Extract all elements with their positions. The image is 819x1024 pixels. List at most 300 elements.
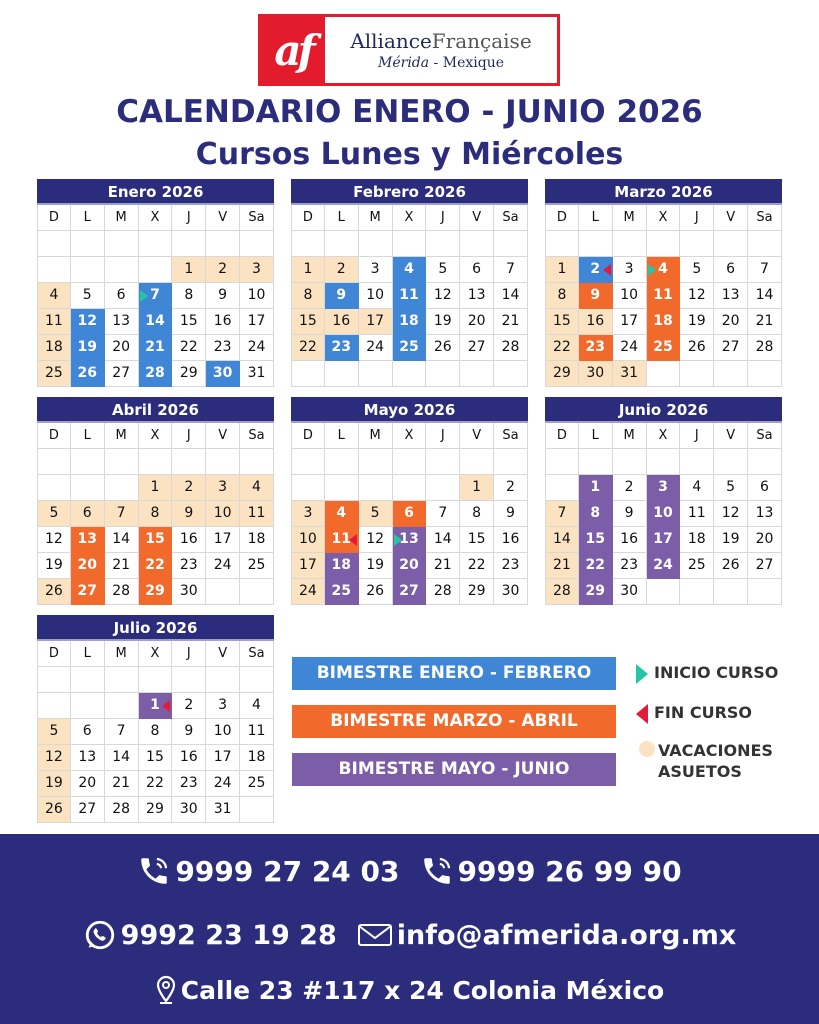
day-cell: 10 bbox=[647, 501, 681, 527]
day-cell: 14 bbox=[426, 527, 460, 553]
day-cell: 3 bbox=[359, 257, 393, 283]
empty-cell bbox=[71, 667, 105, 693]
calendar-month bbox=[291, 397, 528, 605]
address-row bbox=[0, 975, 819, 1005]
day-cell: 19 bbox=[71, 335, 105, 361]
legend-bimestre-mayo-junio: BIMESTRE MAYO - JUNIO bbox=[292, 753, 616, 786]
day-cell: 1 bbox=[139, 693, 173, 719]
day-cell: 4 bbox=[393, 257, 427, 283]
day-cell: 12 bbox=[680, 283, 714, 309]
day-cell: 24 bbox=[291, 579, 325, 605]
day-cell: 20 bbox=[393, 553, 427, 579]
logo-city-name: Mérida bbox=[378, 55, 430, 71]
weekday-header: J bbox=[680, 205, 714, 231]
month-title: Enero 2026 bbox=[37, 179, 274, 205]
empty-cell bbox=[426, 231, 460, 257]
day-cell: 15 bbox=[460, 527, 494, 553]
empty-cell bbox=[393, 475, 427, 501]
day-cell: 25 bbox=[37, 361, 71, 387]
empty-cell bbox=[613, 231, 647, 257]
legend-fin-curso bbox=[636, 703, 752, 722]
day-cell: 9 bbox=[613, 501, 647, 527]
day-cell: 9 bbox=[172, 719, 206, 745]
day-cell: 5 bbox=[359, 501, 393, 527]
day-cell: 4 bbox=[240, 693, 274, 719]
calendar-month bbox=[545, 397, 782, 605]
empty-cell bbox=[460, 231, 494, 257]
address[interactable] bbox=[155, 975, 664, 1005]
day-cell: 17 bbox=[359, 309, 393, 335]
day-cell: 27 bbox=[71, 579, 105, 605]
day-cell: 17 bbox=[240, 309, 274, 335]
day-cell: 23 bbox=[613, 553, 647, 579]
legend-fin-label: FIN CURSO bbox=[654, 703, 753, 722]
empty-cell bbox=[105, 693, 139, 719]
day-cell: 23 bbox=[494, 553, 528, 579]
day-cell: 28 bbox=[426, 579, 460, 605]
day-cell: 8 bbox=[139, 501, 173, 527]
day-cell: 21 bbox=[139, 335, 173, 361]
weekday-header: Sa bbox=[240, 423, 274, 449]
day-cell: 17 bbox=[613, 309, 647, 335]
day-cell: 3 bbox=[206, 693, 240, 719]
day-cell: 19 bbox=[359, 553, 393, 579]
logo-name bbox=[350, 29, 531, 53]
empty-cell bbox=[37, 257, 71, 283]
day-cell: 26 bbox=[714, 553, 748, 579]
empty-cell bbox=[494, 449, 528, 475]
day-cell: 14 bbox=[139, 309, 173, 335]
empty-cell bbox=[714, 231, 748, 257]
empty-cell bbox=[748, 579, 782, 605]
day-cell: 11 bbox=[680, 501, 714, 527]
start-triangle-icon bbox=[636, 664, 648, 684]
day-cell: 16 bbox=[172, 527, 206, 553]
day-cell: 6 bbox=[393, 501, 427, 527]
weekday-header: Sa bbox=[494, 205, 528, 231]
empty-cell bbox=[545, 449, 579, 475]
weekday-header: X bbox=[139, 641, 173, 667]
day-cell: 20 bbox=[714, 309, 748, 335]
day-cell: 11 bbox=[393, 283, 427, 309]
day-cell: 12 bbox=[71, 309, 105, 335]
day-cell: 5 bbox=[37, 501, 71, 527]
day-cell: 9 bbox=[325, 283, 359, 309]
day-cell: 24 bbox=[240, 335, 274, 361]
weekday-header: L bbox=[579, 205, 613, 231]
weekday-header: L bbox=[71, 205, 105, 231]
month-title: Julio 2026 bbox=[37, 615, 274, 641]
day-cell: 11 bbox=[240, 501, 274, 527]
empty-cell bbox=[105, 257, 139, 283]
weekday-header: Sa bbox=[240, 205, 274, 231]
day-cell: 24 bbox=[613, 335, 647, 361]
empty-cell bbox=[206, 231, 240, 257]
logo-country: - Mexique bbox=[429, 55, 504, 71]
day-cell: 26 bbox=[37, 797, 71, 823]
day-cell: 5 bbox=[714, 475, 748, 501]
day-cell: 21 bbox=[105, 553, 139, 579]
empty-cell bbox=[359, 475, 393, 501]
day-cell: 3 bbox=[647, 475, 681, 501]
day-cell: 4 bbox=[647, 257, 681, 283]
page-title: CALENDARIO ENERO - JUNIO 2026 bbox=[116, 94, 703, 130]
day-cell: 25 bbox=[680, 553, 714, 579]
day-cell: 30 bbox=[613, 579, 647, 605]
empty-cell bbox=[240, 231, 274, 257]
day-cell: 22 bbox=[172, 335, 206, 361]
address-text: Calle 23 #117 x 24 Colonia México bbox=[180, 975, 665, 1005]
day-cell: 28 bbox=[139, 361, 173, 387]
whatsapp-icon bbox=[83, 918, 117, 952]
month-title: Marzo 2026 bbox=[545, 179, 782, 205]
legend-inicio-label: INICIO CURSO bbox=[654, 663, 779, 682]
day-cell: 16 bbox=[325, 309, 359, 335]
day-cell: 10 bbox=[291, 527, 325, 553]
weekday-header: L bbox=[71, 423, 105, 449]
empty-cell bbox=[460, 361, 494, 387]
day-cell: 9 bbox=[206, 283, 240, 309]
day-cell: 26 bbox=[680, 335, 714, 361]
day-cell: 14 bbox=[105, 527, 139, 553]
day-cell: 9 bbox=[172, 501, 206, 527]
day-cell: 6 bbox=[714, 257, 748, 283]
legend-bimestre-enero-febrero: BIMESTRE ENERO - FEBRERO bbox=[292, 657, 616, 690]
location-pin-icon bbox=[155, 975, 177, 1005]
empty-cell bbox=[105, 475, 139, 501]
day-cell: 7 bbox=[105, 719, 139, 745]
day-cell: 16 bbox=[613, 527, 647, 553]
day-cell: 15 bbox=[545, 309, 579, 335]
logo-name-part1: Alliance bbox=[350, 29, 432, 53]
empty-cell bbox=[291, 449, 325, 475]
calendar-month bbox=[37, 615, 274, 823]
day-cell: 1 bbox=[139, 475, 173, 501]
weekday-header: Sa bbox=[748, 205, 782, 231]
day-cell: 1 bbox=[579, 475, 613, 501]
day-cell: 29 bbox=[139, 579, 173, 605]
day-cell: 7 bbox=[545, 501, 579, 527]
day-cell: 19 bbox=[680, 309, 714, 335]
day-cell: 31 bbox=[206, 797, 240, 823]
day-cell: 22 bbox=[545, 335, 579, 361]
day-cell: 25 bbox=[325, 579, 359, 605]
day-cell: 15 bbox=[579, 527, 613, 553]
day-cell: 22 bbox=[139, 553, 173, 579]
day-cell: 29 bbox=[460, 579, 494, 605]
day-cell: 24 bbox=[206, 771, 240, 797]
day-cell: 29 bbox=[172, 361, 206, 387]
weekday-header: X bbox=[139, 423, 173, 449]
day-cell: 18 bbox=[325, 553, 359, 579]
empty-cell bbox=[494, 361, 528, 387]
day-cell: 8 bbox=[545, 283, 579, 309]
day-cell: 15 bbox=[139, 745, 173, 771]
day-cell: 2 bbox=[494, 475, 528, 501]
day-cell: 30 bbox=[206, 361, 240, 387]
weekday-header: M bbox=[105, 423, 139, 449]
empty-cell bbox=[647, 449, 681, 475]
empty-cell bbox=[545, 475, 579, 501]
day-cell: 12 bbox=[359, 527, 393, 553]
weekday-header: X bbox=[647, 423, 681, 449]
empty-cell bbox=[647, 361, 681, 387]
empty-cell bbox=[37, 693, 71, 719]
end-triangle-icon bbox=[636, 704, 648, 724]
weekday-header: X bbox=[647, 205, 681, 231]
day-cell: 7 bbox=[426, 501, 460, 527]
day-cell: 12 bbox=[714, 501, 748, 527]
day-cell: 10 bbox=[613, 283, 647, 309]
empty-cell bbox=[291, 361, 325, 387]
day-cell: 30 bbox=[579, 361, 613, 387]
day-cell: 25 bbox=[240, 553, 274, 579]
day-cell: 4 bbox=[37, 283, 71, 309]
day-cell: 13 bbox=[393, 527, 427, 553]
empty-cell bbox=[579, 231, 613, 257]
month-title: Febrero 2026 bbox=[291, 179, 528, 205]
day-cell: 22 bbox=[579, 553, 613, 579]
weekday-header: J bbox=[426, 423, 460, 449]
month-grid bbox=[545, 205, 782, 387]
day-cell: 12 bbox=[37, 527, 71, 553]
weekday-header: M bbox=[613, 205, 647, 231]
weekday-header: M bbox=[105, 205, 139, 231]
day-cell: 4 bbox=[240, 475, 274, 501]
day-cell: 27 bbox=[714, 335, 748, 361]
weekday-header: M bbox=[105, 641, 139, 667]
day-cell: 13 bbox=[71, 527, 105, 553]
email[interactable] bbox=[357, 920, 737, 951]
day-cell: 11 bbox=[240, 719, 274, 745]
day-cell: 16 bbox=[494, 527, 528, 553]
empty-cell bbox=[240, 797, 274, 823]
empty-cell bbox=[748, 361, 782, 387]
empty-cell bbox=[172, 231, 206, 257]
phone-2-number: 9999 26 99 90 bbox=[457, 854, 682, 888]
day-cell: 21 bbox=[105, 771, 139, 797]
day-cell: 18 bbox=[240, 745, 274, 771]
day-cell: 11 bbox=[37, 309, 71, 335]
weekday-header: L bbox=[579, 423, 613, 449]
empty-cell bbox=[291, 475, 325, 501]
legend-bimestre-marzo-abril: BIMESTRE MARZO - ABRIL bbox=[292, 705, 616, 738]
empty-cell bbox=[325, 475, 359, 501]
empty-cell bbox=[71, 475, 105, 501]
phone-row bbox=[0, 854, 819, 888]
empty-cell bbox=[714, 449, 748, 475]
day-cell: 6 bbox=[71, 501, 105, 527]
calendar-month bbox=[545, 179, 782, 387]
legend-vacaciones bbox=[636, 740, 773, 782]
legend-vacaciones-label: VACACIONES bbox=[658, 741, 773, 760]
day-cell: 16 bbox=[172, 745, 206, 771]
whatsapp[interactable] bbox=[83, 918, 337, 952]
day-cell: 28 bbox=[105, 579, 139, 605]
empty-cell bbox=[206, 449, 240, 475]
calendar-month bbox=[37, 397, 274, 605]
phone-2[interactable] bbox=[420, 854, 682, 888]
day-cell: 21 bbox=[426, 553, 460, 579]
day-cell: 14 bbox=[494, 283, 528, 309]
weekday-header: L bbox=[71, 641, 105, 667]
day-cell: 19 bbox=[714, 527, 748, 553]
legend-inicio-curso bbox=[636, 663, 778, 682]
weekday-header: D bbox=[291, 423, 325, 449]
empty-cell bbox=[680, 449, 714, 475]
day-cell: 31 bbox=[613, 361, 647, 387]
month-grid bbox=[291, 205, 528, 387]
weekday-header: V bbox=[206, 423, 240, 449]
empty-cell bbox=[172, 449, 206, 475]
day-cell: 28 bbox=[748, 335, 782, 361]
empty-cell bbox=[325, 231, 359, 257]
whatsapp-number: 9992 23 19 28 bbox=[120, 919, 337, 951]
day-cell: 23 bbox=[325, 335, 359, 361]
page-subtitle: Cursos Lunes y Miércoles bbox=[195, 137, 624, 172]
weekday-header: J bbox=[172, 641, 206, 667]
day-cell: 18 bbox=[37, 335, 71, 361]
day-cell: 12 bbox=[37, 745, 71, 771]
day-cell: 4 bbox=[325, 501, 359, 527]
empty-cell bbox=[37, 449, 71, 475]
day-cell: 10 bbox=[206, 501, 240, 527]
weekday-header: X bbox=[139, 205, 173, 231]
weekday-header: Sa bbox=[240, 641, 274, 667]
phone-1[interactable] bbox=[137, 854, 399, 888]
day-cell: 11 bbox=[325, 527, 359, 553]
weekday-header: V bbox=[460, 205, 494, 231]
day-cell: 2 bbox=[206, 257, 240, 283]
empty-cell bbox=[206, 667, 240, 693]
empty-cell bbox=[680, 579, 714, 605]
empty-cell bbox=[139, 257, 173, 283]
day-cell: 30 bbox=[494, 579, 528, 605]
weekday-header: D bbox=[545, 423, 579, 449]
weekday-header: L bbox=[325, 423, 359, 449]
weekday-header: D bbox=[37, 423, 71, 449]
day-cell: 20 bbox=[105, 335, 139, 361]
weekday-header: V bbox=[206, 641, 240, 667]
day-cell: 31 bbox=[240, 361, 274, 387]
email-address: info@afmerida.org.mx bbox=[396, 919, 737, 951]
day-cell: 23 bbox=[206, 335, 240, 361]
empty-cell bbox=[291, 231, 325, 257]
weekday-header: X bbox=[393, 423, 427, 449]
day-cell: 30 bbox=[172, 579, 206, 605]
empty-cell bbox=[71, 693, 105, 719]
day-cell: 13 bbox=[105, 309, 139, 335]
day-cell: 8 bbox=[291, 283, 325, 309]
weekday-header: L bbox=[325, 205, 359, 231]
day-cell: 7 bbox=[105, 501, 139, 527]
day-cell: 27 bbox=[105, 361, 139, 387]
empty-cell bbox=[613, 449, 647, 475]
day-cell: 27 bbox=[748, 553, 782, 579]
day-cell: 25 bbox=[393, 335, 427, 361]
day-cell: 27 bbox=[71, 797, 105, 823]
empty-cell bbox=[139, 449, 173, 475]
day-cell: 1 bbox=[460, 475, 494, 501]
day-cell: 5 bbox=[426, 257, 460, 283]
calendar-month bbox=[291, 179, 528, 387]
empty-cell bbox=[714, 579, 748, 605]
day-cell: 20 bbox=[71, 771, 105, 797]
day-cell: 6 bbox=[105, 283, 139, 309]
legend-asuetos-label: ASUETOS bbox=[658, 762, 742, 781]
weekday-header: X bbox=[393, 205, 427, 231]
month-grid bbox=[37, 205, 274, 387]
day-cell: 18 bbox=[647, 309, 681, 335]
month-grid bbox=[37, 641, 274, 823]
day-cell: 23 bbox=[172, 553, 206, 579]
day-cell: 20 bbox=[748, 527, 782, 553]
empty-cell bbox=[393, 231, 427, 257]
empty-cell bbox=[393, 449, 427, 475]
day-cell: 8 bbox=[172, 283, 206, 309]
day-cell: 18 bbox=[680, 527, 714, 553]
empty-cell bbox=[647, 231, 681, 257]
empty-cell bbox=[37, 667, 71, 693]
day-cell: 20 bbox=[460, 309, 494, 335]
empty-cell bbox=[240, 667, 274, 693]
day-cell: 24 bbox=[647, 553, 681, 579]
day-cell: 7 bbox=[748, 257, 782, 283]
day-cell: 15 bbox=[172, 309, 206, 335]
weekday-header: D bbox=[545, 205, 579, 231]
day-cell: 1 bbox=[291, 257, 325, 283]
empty-cell bbox=[139, 231, 173, 257]
contact-footer bbox=[0, 834, 819, 1024]
day-cell: 29 bbox=[139, 797, 173, 823]
day-cell: 11 bbox=[647, 283, 681, 309]
empty-cell bbox=[240, 449, 274, 475]
day-cell: 18 bbox=[393, 309, 427, 335]
day-cell: 7 bbox=[494, 257, 528, 283]
day-cell: 21 bbox=[748, 309, 782, 335]
day-cell: 10 bbox=[240, 283, 274, 309]
day-cell: 14 bbox=[105, 745, 139, 771]
day-cell: 26 bbox=[359, 579, 393, 605]
day-cell: 3 bbox=[240, 257, 274, 283]
day-cell: 2 bbox=[579, 257, 613, 283]
day-cell: 27 bbox=[393, 579, 427, 605]
empty-cell bbox=[680, 231, 714, 257]
calendar-month bbox=[37, 179, 274, 387]
empty-cell bbox=[748, 231, 782, 257]
day-cell: 15 bbox=[291, 309, 325, 335]
weekday-header: Sa bbox=[494, 423, 528, 449]
empty-cell bbox=[426, 449, 460, 475]
weekday-header: V bbox=[714, 205, 748, 231]
day-cell: 6 bbox=[460, 257, 494, 283]
day-cell: 24 bbox=[206, 553, 240, 579]
day-cell: 10 bbox=[359, 283, 393, 309]
empty-cell bbox=[325, 449, 359, 475]
month-grid bbox=[545, 423, 782, 605]
day-cell: 26 bbox=[37, 579, 71, 605]
empty-cell bbox=[426, 361, 460, 387]
day-cell: 28 bbox=[545, 579, 579, 605]
day-cell: 5 bbox=[37, 719, 71, 745]
empty-cell bbox=[748, 449, 782, 475]
day-cell: 22 bbox=[460, 553, 494, 579]
weekday-header: V bbox=[206, 205, 240, 231]
day-cell: 7 bbox=[139, 283, 173, 309]
month-title: Junio 2026 bbox=[545, 397, 782, 423]
month-title: Mayo 2026 bbox=[291, 397, 528, 423]
whatsapp-email-row bbox=[0, 918, 819, 952]
